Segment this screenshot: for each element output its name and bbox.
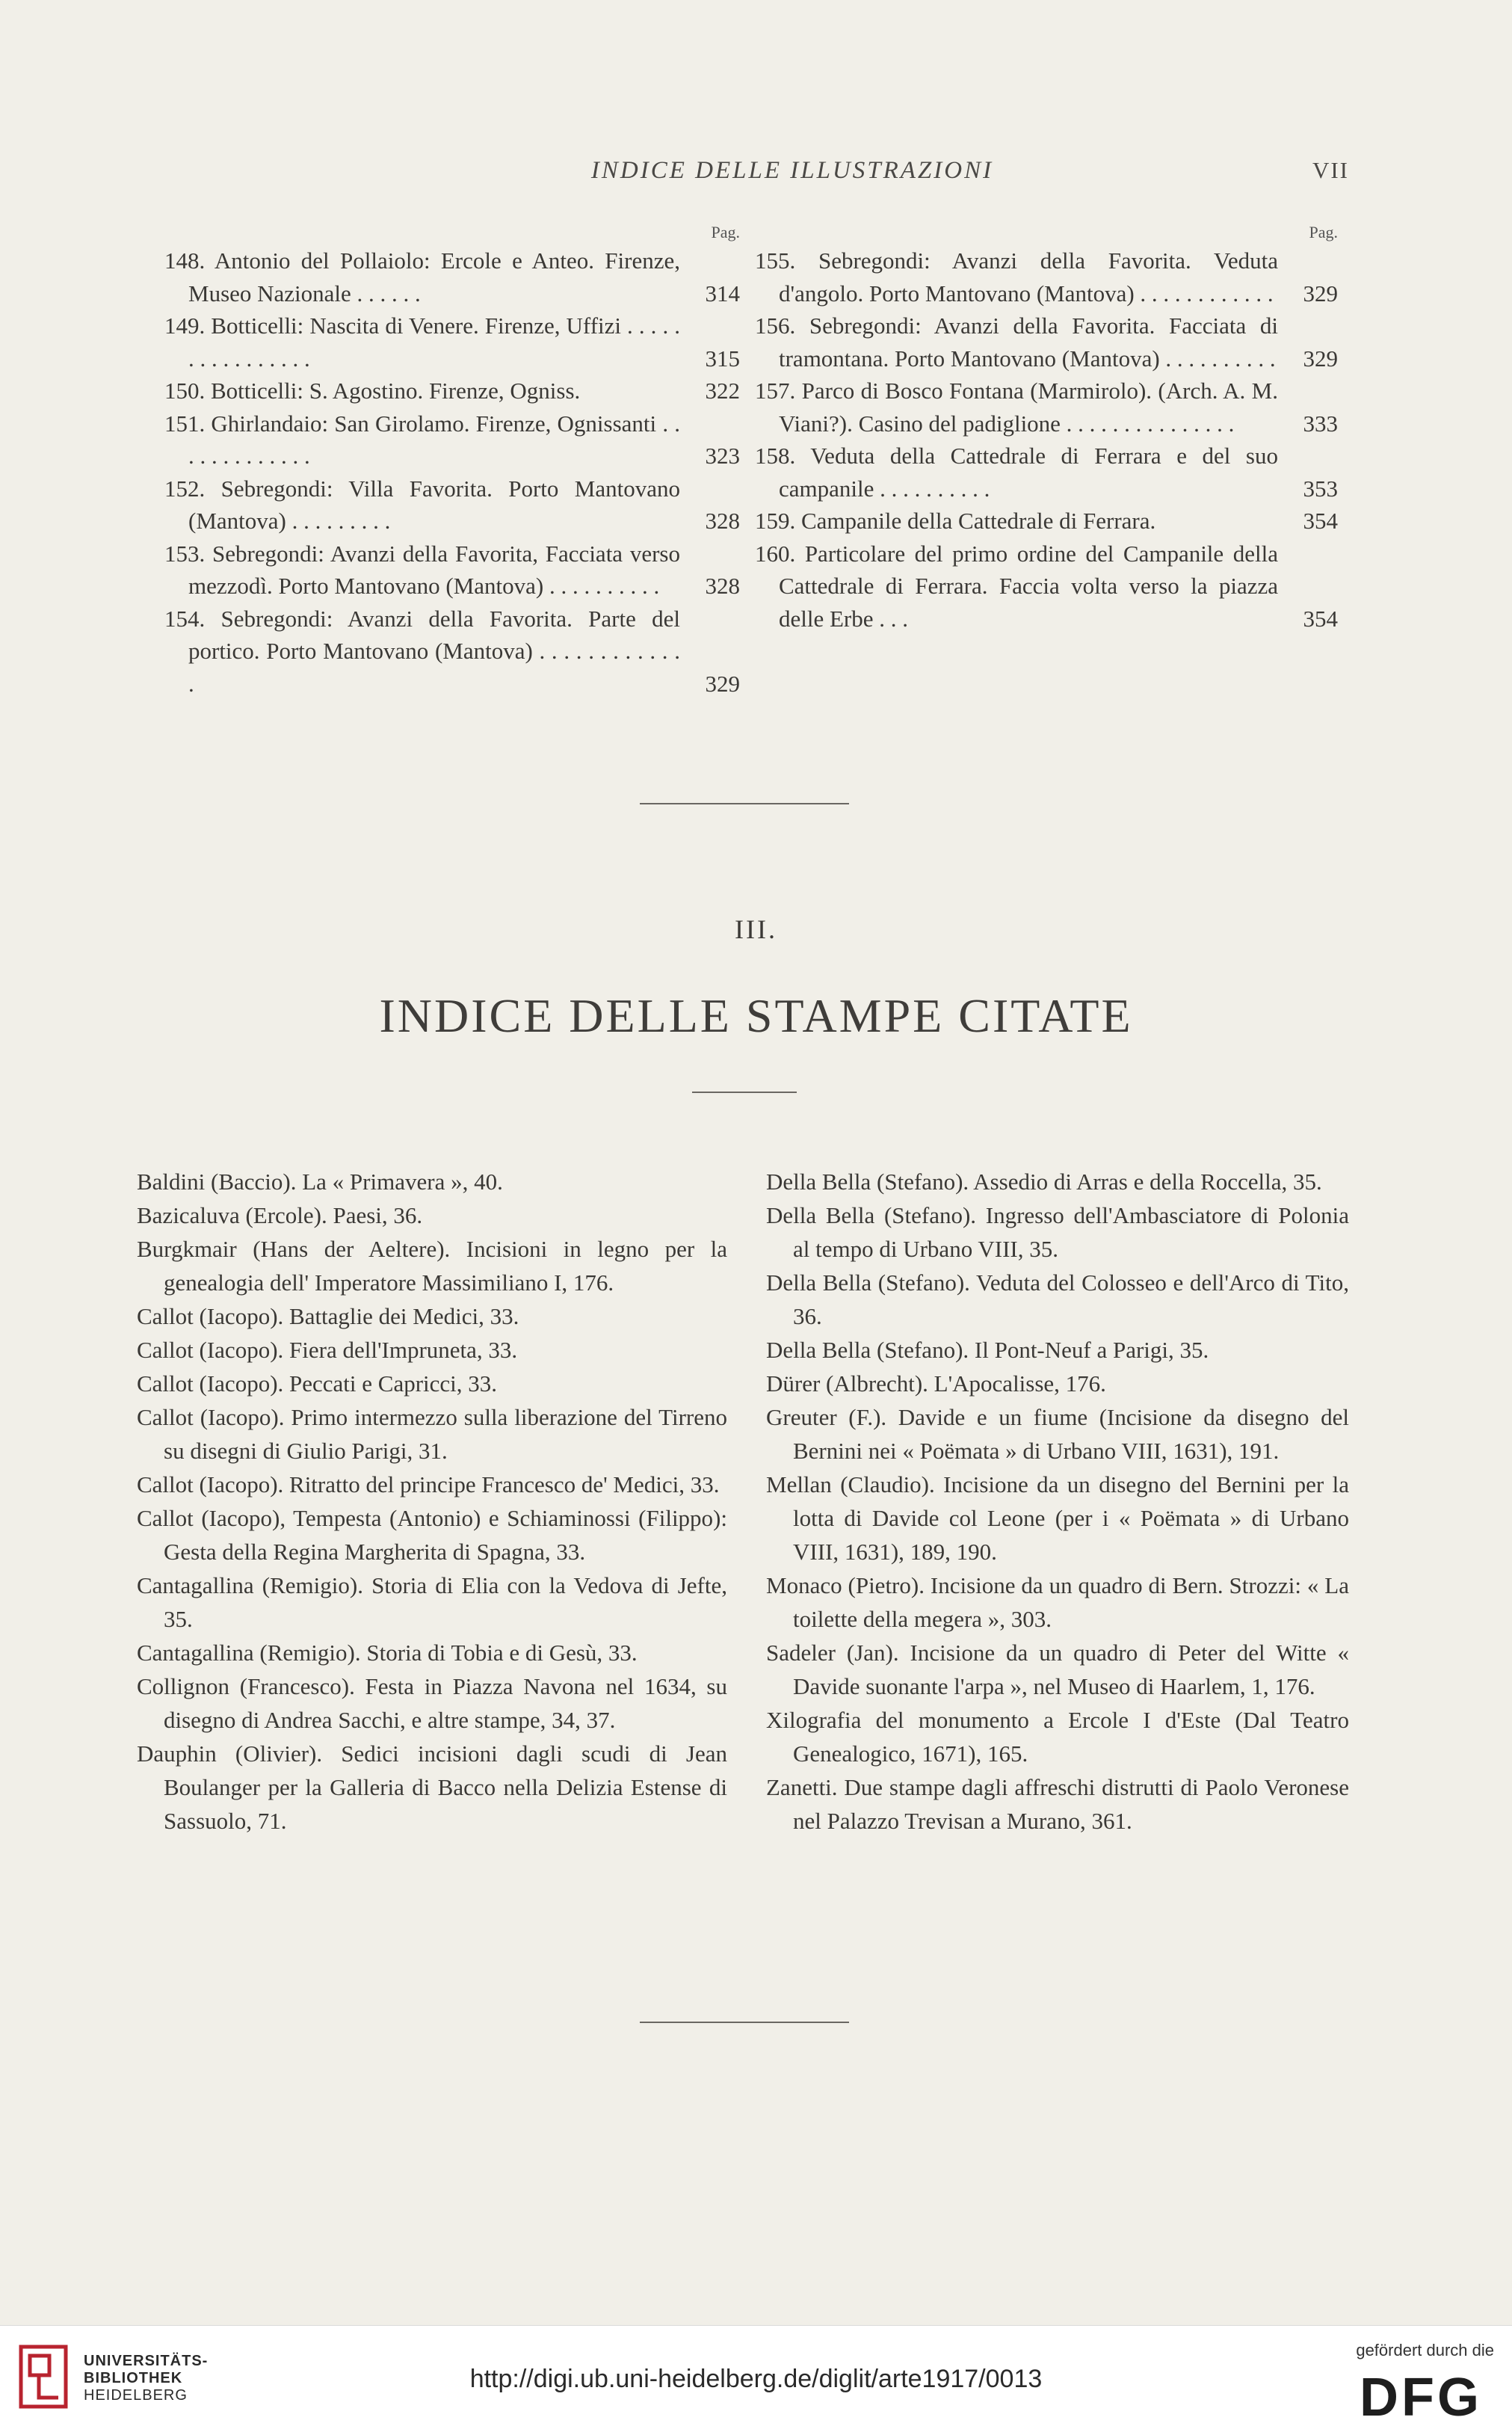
source-url[interactable]: http://digi.ub.uni-heidelberg.de/diglit/arte1917/0013: [469, 2365, 1043, 2393]
print-entry: Callot (Iacopo). Ritratto del principe Francesco de' Medici, 33.: [137, 1471, 720, 1497]
illustration-entry: [164, 538, 740, 603]
entry-page: 329: [1303, 280, 1338, 307]
entry-text: 149. Botticelli: Nascita di Venere. Firenze, Uffizi . . . . . . . . . . . . . . . .: [164, 313, 680, 372]
entry-page: 328: [705, 508, 740, 534]
print-entry: Monaco (Pietro). Incisione da un quadro di Bern. Strozzi: « La toilette della megera », 303.: [766, 1572, 1349, 1632]
divider-rule: [692, 1092, 797, 1093]
entry-text: 158. Veduta della Cattedrale di Ferrara e del suo campanile . . . . . . . . . .: [755, 443, 1278, 502]
print-entry: Sadeler (Jan). Incisione da un quadro di Peter del Witte « Davide suonante l'arpa », nel Museo di Haarlem, 1, 176.: [766, 1640, 1349, 1699]
entry-text: 156. Sebregondi: Avanzi della Favorita. Facciata di tramontana. Porto Mantovano (Mantova) . . . . . . . . . .: [755, 313, 1278, 372]
pag-label: Pag.: [1309, 223, 1338, 241]
illustration-entry: [755, 538, 1338, 635]
dfg-logo-icon: [1348, 2368, 1494, 2423]
dfg-logo-text: DFG: [1360, 2368, 1482, 2423]
entry-page: 353: [1303, 475, 1338, 502]
entry-page: 354: [1303, 605, 1338, 632]
entry-text: 155. Sebregondi: Avanzi della Favorita. Veduta d'angolo. Porto Mantovano (Mantova) . . . . . . . . . . . .: [755, 247, 1278, 307]
illustration-entry: [755, 375, 1338, 440]
print-entry: Della Bella (Stefano). Il Pont-Neuf a Parigi, 35.: [766, 1337, 1209, 1363]
print-entry: Cantagallina (Remigio). Storia di Tobia e di Gesù, 33.: [137, 1640, 638, 1666]
prints-right-column: [766, 1165, 1349, 1838]
print-entry: Callot (Iacopo). Peccati e Capricci, 33.: [137, 1370, 498, 1397]
entry-text: 148. Antonio del Pollaiolo: Ercole e Anteo. Firenze, Museo Nazionale . . . . . .: [164, 247, 680, 307]
print-entry: Callot (Iacopo). Battaglie dei Medici, 33.: [137, 1303, 519, 1329]
entry-page: 323: [705, 443, 740, 469]
illustration-entry: [755, 310, 1338, 375]
illustration-entry: [164, 375, 740, 407]
illustration-entry: [164, 310, 740, 375]
illustration-entry: [164, 407, 740, 472]
illustration-entry: [755, 505, 1338, 538]
illustrations-right-column: [755, 221, 1338, 635]
page-number: VII: [1312, 157, 1349, 183]
entry-text: 152. Sebregondi: Villa Favorita. Porto Mantovano (Mantova) . . . . . . . . .: [164, 475, 680, 534]
illustration-entry: [755, 244, 1338, 310]
section-number: III.: [735, 914, 777, 944]
pag-label: Pag.: [711, 223, 740, 241]
print-entry: Callot (Iacopo). Primo intermezzo sulla liberazione del Tirreno su disegni di Giulio Parigi, 31.: [137, 1404, 727, 1464]
illustration-entry: [164, 244, 740, 310]
entry-text: 154. Sebregondi: Avanzi della Favorita. Parte del portico. Porto Mantovano (Mantova) . . . . . . . . . . . . .: [164, 605, 680, 697]
illustrations-left-column: [164, 221, 740, 700]
print-entry: Zanetti. Due stampe dagli affreschi distrutti di Paolo Veronese nel Palazzo Trevisan a Murano, 361.: [766, 1774, 1349, 1834]
entry-page: 354: [1303, 508, 1338, 534]
print-entry: Cantagallina (Remigio). Storia di Elia con la Vedova di Jefte, 35.: [137, 1572, 727, 1632]
print-entry: Bazicaluva (Ercole). Paesi, 36.: [137, 1202, 423, 1228]
entry-page: 322: [705, 378, 740, 404]
entry-text: 160. Particolare del primo ordine del Campanile della Cattedrale di Ferrara. Faccia volta verso la piazza delle Erbe . . .: [755, 540, 1278, 632]
prints-left-column: [137, 1165, 727, 1838]
print-entry: Della Bella (Stefano). Veduta del Colosseo e dell'Arco di Tito, 36.: [766, 1269, 1349, 1329]
print-entry: Mellan (Claudio). Incisione da un disegno del Bernini per la lotta di Davide col Leone (per i « Poëmata » di Urbano VIII, 1631), 189, 190.: [766, 1471, 1349, 1565]
print-entry: Baldini (Baccio). La « Primavera », 40.: [137, 1169, 503, 1195]
funded-by-text: gefördert durch die: [1356, 2341, 1494, 2359]
illustration-entry: [164, 603, 740, 701]
divider-rule: [640, 803, 849, 804]
entry-text: 151. Ghirlandaio: San Girolamo. Firenze, Ognissanti . . . . . . . . . . . . .: [164, 410, 680, 469]
entry-page: 315: [705, 345, 740, 372]
library-name-line: UNIVERSITÄTS-: [84, 2353, 209, 2369]
print-entry: Burgkmair (Hans der Aeltere). Incisioni in legno per la genealogia dell' Imperatore Massimiliano I, 176.: [137, 1236, 727, 1296]
print-entry: Callot (Iacopo). Fiera dell'Impruneta, 33.: [137, 1337, 518, 1363]
print-entry: Dauphin (Olivier). Sedici incisioni dagli scudi di Jean Boulanger per la Galleria di Bacco nella Delizia Estense di Sassuolo, 71.: [137, 1740, 727, 1834]
illustration-entry: [755, 440, 1338, 505]
print-entry: Della Bella (Stefano). Assedio di Arras e della Roccella, 35.: [766, 1169, 1322, 1195]
print-entry: Della Bella (Stefano). Ingresso dell'Ambasciatore di Polonia al tempo di Urbano VIII, 35.: [766, 1202, 1349, 1262]
entry-page: 328: [705, 573, 740, 599]
entry-text: 157. Parco di Bosco Fontana (Marmirolo). (Arch. A. M. Viani?). Casino del padiglione . . . . . . . . . . . . . . .: [755, 378, 1278, 437]
entry-page: 333: [1303, 410, 1338, 437]
entry-page: 329: [705, 670, 740, 697]
entry-text: 159. Campanile della Cattedrale di Ferrara.: [755, 508, 1156, 534]
print-entry: Callot (Iacopo), Tempesta (Antonio) e Schiaminossi (Filippo): Gesta della Regina Margherita di Spagna, 33.: [137, 1505, 727, 1565]
illustration-entry: [164, 472, 740, 538]
print-entry: Xilografia del monumento a Ercole I d'Este (Dal Teatro Genealogico, 1671), 165.: [766, 1707, 1349, 1767]
print-entry: Collignon (Francesco). Festa in Piazza Navona nel 1634, su disegno di Andrea Sacchi, e altre stampe, 34, 37.: [137, 1673, 727, 1733]
entry-text: 150. Botticelli: S. Agostino. Firenze, Ogniss.: [164, 378, 581, 404]
entry-text: 153. Sebregondi: Avanzi della Favorita, Facciata verso mezzodì. Porto Mantovano (Mantova) . . . . . . . . . .: [164, 540, 680, 599]
print-entry: Dürer (Albrecht). L'Apocalisse, 176.: [766, 1370, 1106, 1397]
entry-page: 329: [1303, 345, 1338, 372]
library-name-line: HEIDELBERG: [84, 2387, 188, 2404]
divider-rule: [640, 2022, 849, 2023]
running-title: INDICE DELLE ILLUSTRAZIONI: [590, 157, 994, 184]
print-entry: Greuter (F.). Davide e un fiume (Incisione da disegno del Bernini nei « Poëmata » di Urbano VIII, 1631), 191.: [766, 1404, 1349, 1464]
section-title: INDICE DELLE STAMPE CITATE: [379, 989, 1133, 1042]
digitization-footer: [0, 2325, 1512, 2435]
entry-page: 314: [705, 280, 740, 307]
library-name-line: BIBLIOTHEK: [84, 2370, 183, 2386]
